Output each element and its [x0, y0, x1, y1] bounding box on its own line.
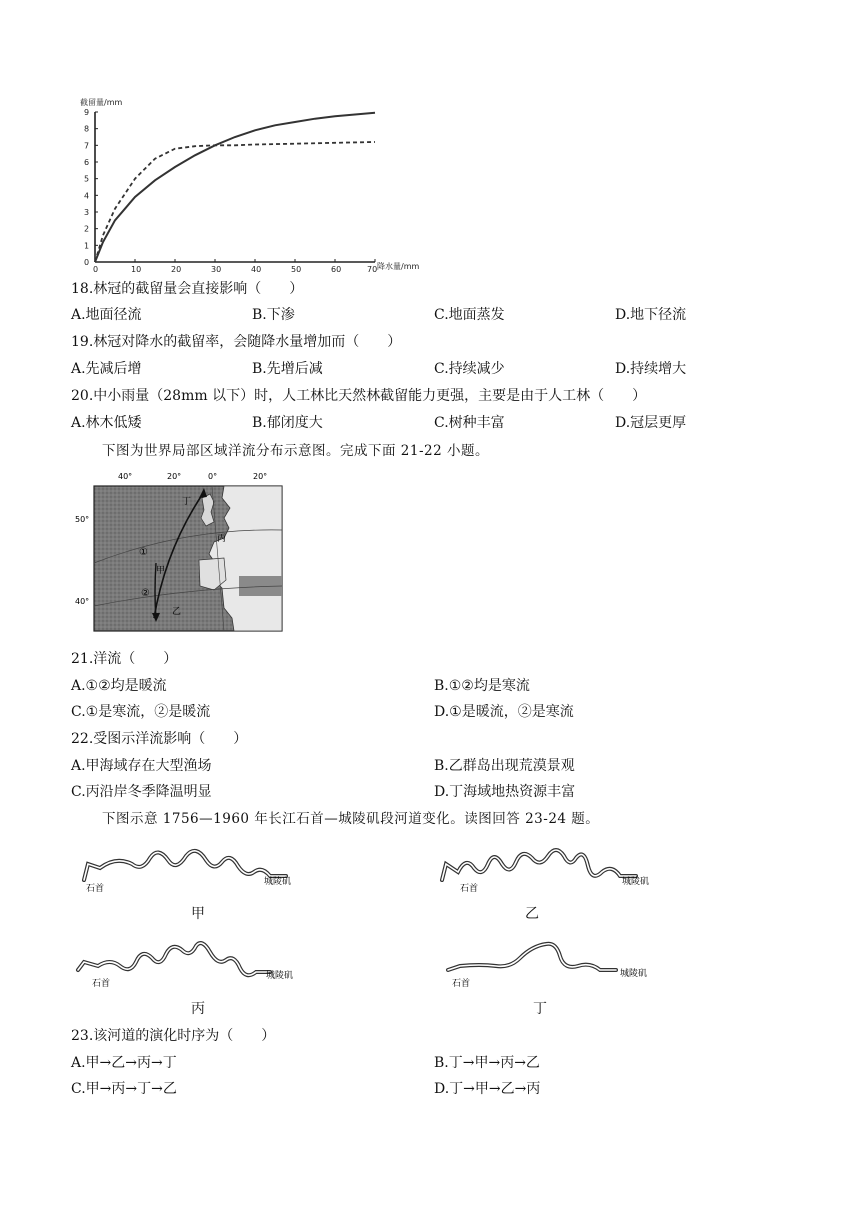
q21-option-a[interactable]: A.①②均是暖流 [71, 678, 167, 694]
q20-stem: 20.中小雨量（28mm 以下）时，人工林比天然林截留能力更强，主要是由于人工林（ ） [71, 388, 647, 404]
label-shishou-bing: 石首 [92, 979, 111, 989]
q20-option-c[interactable]: C.树种丰富 [434, 415, 505, 431]
river-diagram-yi [436, 842, 676, 894]
y-tick-label: 5 [84, 174, 90, 184]
q18-option-b[interactable]: B.下渗 [252, 307, 295, 323]
label-yi: 乙 [172, 607, 182, 617]
y-tick-label: 1 [84, 241, 90, 251]
label-current-2: ② [141, 588, 150, 599]
lat-label-40: 40° [75, 597, 90, 606]
y-tick-label: 6 [84, 158, 90, 167]
intro-23-24: 下图示意 1756—1960 年长江石首—城陵矶段河道变化。读图回答 23-24 题。 [102, 811, 600, 827]
label-chenglingji-jia: 城陵矶 [264, 877, 292, 887]
q22-option-c[interactable]: C.丙沿岸冬季降温明显 [71, 784, 212, 800]
caption-ding: 丁 [533, 1001, 547, 1017]
q22-option-a[interactable]: A.甲海域存在大型渔场 [71, 758, 212, 774]
q21-option-c[interactable]: C.①是寒流，②是暖流 [71, 704, 211, 720]
q20-option-a[interactable]: A.林木低矮 [71, 415, 142, 431]
river-diagram-ding [440, 936, 680, 990]
q18-option-c[interactable]: C.地面蒸发 [434, 307, 505, 323]
x-tick-labels [93, 265, 377, 274]
x-tick-label: 60 [331, 265, 342, 274]
label-bing: 丙 [217, 534, 227, 544]
label-shishou-yi: 石首 [460, 884, 479, 894]
river-channel-jia [84, 851, 286, 880]
lon-label-20e: 20° [253, 472, 268, 481]
x-tick-label: 70 [367, 265, 378, 274]
caption-bing: 丙 [191, 1001, 205, 1017]
ocean-current-map [74, 468, 289, 636]
q18-option-d[interactable]: D.地下径流 [615, 307, 687, 323]
label-ding: 丁 [182, 497, 192, 507]
q18-option-a[interactable]: A.地面径流 [71, 307, 142, 323]
q23-option-c[interactable]: C.甲→丙→丁→乙 [71, 1081, 177, 1097]
q21-option-b[interactable]: B.①②均是寒流 [434, 678, 530, 694]
label-shishou-ding: 石首 [452, 979, 471, 989]
x-axis-label: 降水量/mm [377, 262, 420, 271]
x-tick-label: 40 [251, 265, 262, 274]
x-tick-label: 20 [171, 265, 182, 274]
lat-label-50: 50° [75, 515, 90, 524]
y-tick-label: 2 [84, 224, 90, 234]
q22-option-d[interactable]: D.丁海域地热资源丰富 [434, 784, 576, 800]
q23-option-d[interactable]: D.丁→甲→乙→丙 [434, 1081, 541, 1097]
q18-stem: 18.林冠的截留量会直接影响（ ） [71, 281, 304, 297]
interception-chart [70, 92, 430, 277]
label-chenglingji-bing: 城陵矶 [266, 971, 294, 981]
q22-option-b[interactable]: B.乙群岛出现荒漠景观 [434, 758, 575, 774]
y-tick-label: 8 [84, 124, 90, 134]
caption-jia: 甲 [191, 906, 205, 922]
y-tick-label: 0 [84, 258, 90, 267]
x-tick-label: 50 [291, 265, 302, 274]
river-channel-yi-inner [442, 850, 636, 880]
q19-option-b[interactable]: B.先增后减 [252, 361, 323, 377]
lon-label-0: 0° [208, 472, 218, 481]
series-solid-line [95, 113, 375, 262]
series-dashed-line [95, 142, 375, 262]
label-chenglingji-yi: 城陵矶 [622, 877, 650, 887]
x-tick-label: 0 [93, 265, 99, 274]
y-tick-label: 4 [84, 191, 90, 201]
lon-label-20w: 20° [167, 472, 182, 481]
label-current-1: ① [139, 547, 148, 558]
y-axis-label: 截留量/mm [80, 98, 123, 107]
river-diagram-jia [76, 842, 316, 894]
q23-stem: 23.该河道的演化时序为（ ） [71, 1028, 276, 1044]
q19-option-a[interactable]: A.先减后增 [71, 361, 142, 377]
x-tick-label: 10 [131, 265, 142, 274]
label-chenglingji-ding: 城陵矶 [620, 969, 648, 979]
label-jia: 甲 [156, 566, 166, 576]
q22-stem: 22.受图示洋流影响（ ） [71, 731, 248, 747]
y-tick-label: 9 [84, 108, 90, 117]
q20-option-d[interactable]: D.冠层更厚 [615, 415, 687, 431]
q19-stem: 19.林冠对降水的截留率，会随降水量增加而（ ） [71, 334, 402, 350]
caption-yi: 乙 [525, 906, 539, 922]
y-tick-label: 3 [84, 208, 90, 217]
axis-ticks [95, 112, 375, 262]
label-shishou-jia: 石首 [86, 884, 105, 894]
y-tick-label: 7 [84, 141, 90, 151]
q21-option-d[interactable]: D.①是暖流，②是寒流 [434, 704, 574, 720]
q21-stem: 21.洋流（ ） [71, 651, 178, 667]
q23-option-a[interactable]: A.甲→乙→丙→丁 [71, 1055, 177, 1071]
y-tick-labels [84, 108, 89, 267]
q19-option-d[interactable]: D.持续增大 [615, 361, 687, 377]
x-tick-label: 30 [211, 265, 222, 274]
q19-option-c[interactable]: C.持续减少 [434, 361, 505, 377]
intro-21-22: 下图为世界局部区域洋流分布示意图。完成下面 21-22 小题。 [102, 443, 489, 459]
lon-label-40w: 40° [118, 472, 133, 481]
river-diagram-bing [70, 936, 310, 990]
q20-option-b[interactable]: B.郁闭度大 [252, 415, 323, 431]
q23-option-b[interactable]: B.丁→甲→丙→乙 [434, 1055, 540, 1071]
